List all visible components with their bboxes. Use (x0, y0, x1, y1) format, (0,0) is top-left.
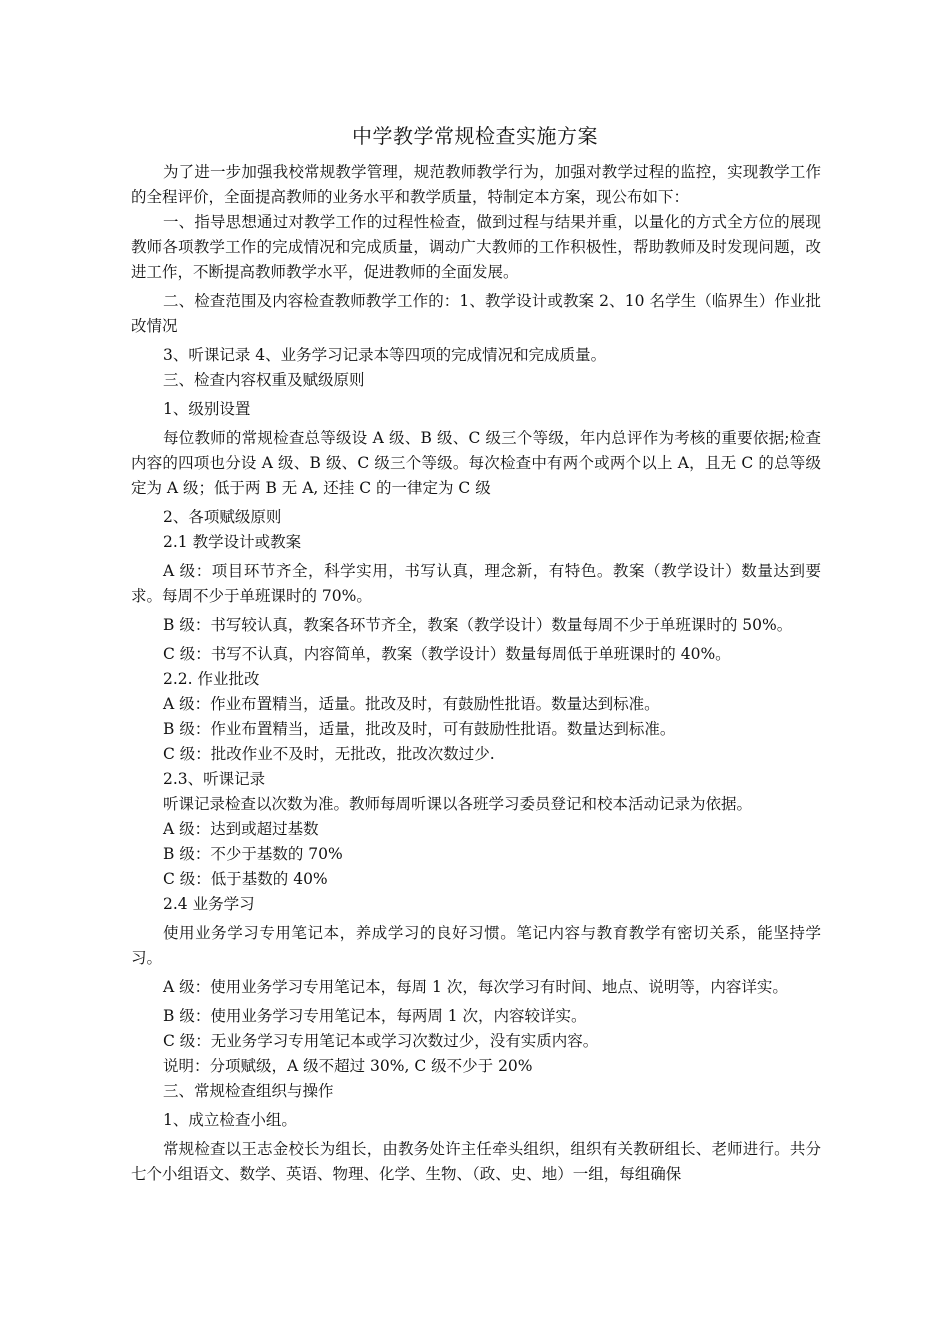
paragraph-lesson-plan-b: B 级：书写较认真，教案各环节齐全，教案（教学设计）数量每周不少于单班课时的 50%。 (163, 616, 793, 634)
paragraph-lesson-plan-c: C 级：书写不认真，内容简单，教案（教学设计）数量每周低于单班课时的 40%。 (163, 645, 731, 663)
paragraph-observation-c: C 级：低于基数的 40% (163, 870, 328, 888)
paragraph-intro: 为了进一步加强我校常规教学管理，规范教师教学行为，加强对教学过程的监控，实现教学工作的全程评价，全面提高教师的业务水平和教学质量，特制定本方案，现公布如下： (131, 163, 821, 206)
heading-inspection-group: 1、成立检查小组。 (163, 1111, 297, 1129)
paragraph-observation: 听课记录检查以次数为准。教师每周听课以各班学习委员登记和校本活动记录为依据。 (163, 795, 753, 813)
paragraph-study-b: B 级：使用业务学习专用笔记本，每两周 1 次，内容较详实。 (163, 1007, 587, 1025)
heading-homework: 2.2. 作业批改 (163, 670, 260, 688)
document-title: 中学教学常规检查实施方案 (352, 124, 598, 148)
paragraph-scope: 二、检查范围及内容检查教师教学工作的：1、教学设计或教案 2、10 名学生（临界生）作业批改情况 (131, 292, 821, 335)
paragraph-guiding-idea: 一、指导思想通过对教学工作的过程性检查，做到过程与结果并重，以量化的方式全方位的展现教师各项教学工作的完成情况和完成质量，调动广大教师的工作积极性，帮助教师及时发现问题，改进工作，不断提高教师教学水平，促进教师的全面发展。 (131, 213, 821, 281)
heading-study: 2.4 业务学习 (163, 895, 255, 913)
paragraph-level-setting: 每位教师的常规检查总等级设 A 级、B 级、C 级三个等级，年内总评作为考核的重要依据;检查内容的四项也分设 A 级、B 级、C 级三个等级。每次检查中有两个或两个以上 A，且无 C 的总等级定为 A 级；低于两 B 无 A, 还挂 C 的一律定为 C 级 (131, 429, 821, 497)
paragraph-inspection-group: 常规检查以王志金校长为组长，由教务处许主任牵头组织，组织有关教研组长、老师进行。共分七个小组语文、数学、英语、物理、化学、生物、（政、史、地）一组，每组确保 (131, 1140, 821, 1183)
paragraph-study-c: C 级：无业务学习专用笔记本或学习次数过少，没有实质内容。 (163, 1032, 599, 1050)
paragraph-observation-a: A 级：达到或超过基数 (163, 820, 319, 838)
paragraph-note: 说明：分项赋级，A 级不超过 30%, C 级不少于 20% (163, 1057, 533, 1075)
heading-level-setting: 1、级别设置 (163, 400, 251, 418)
paragraph-lesson-plan-a: A 级：项目环节齐全，科学实用，书写认真，理念新，有特色。教案（教学设计）数量达到要求。每周不少于单班课时的 70%。 (131, 562, 821, 605)
paragraph-homework-b: B 级：作业布置精当，适量，批改及时，可有鼓励性批语。数量达到标准。 (163, 720, 676, 738)
paragraph-scope-cont: 3、听课记录 4、业务学习记录本等四项的完成情况和完成质量。 (163, 346, 607, 364)
document-body (131, 160, 821, 1187)
paragraph-homework-a: A 级：作业布置精当，适量。批改及时，有鼓励性批语。数量达到标准。 (163, 695, 660, 713)
heading-observation: 2.3、听课记录 (163, 770, 266, 788)
paragraph-homework-c: C 级：批改作业不及时，无批改，批改次数过少. (163, 745, 495, 763)
heading-organization: 三、常规检查组织与操作 (163, 1082, 334, 1100)
paragraph-study-a: A 级：使用业务学习专用笔记本，每周 1 次，每次学习有时间、地点、说明等，内容详实。 (163, 978, 788, 996)
heading-weights: 三、检查内容权重及赋级原则 (163, 371, 365, 389)
paragraph-observation-b: B 级：不少于基数的 70% (163, 845, 343, 863)
heading-grading-principles: 2、各项赋级原则 (163, 508, 282, 526)
paragraph-study: 使用业务学习专用笔记本，养成学习的良好习惯。笔记内容与教育教学有密切关系，能坚持学习。 (131, 924, 821, 967)
heading-lesson-plan: 2.1 教学设计或教案 (163, 533, 302, 551)
